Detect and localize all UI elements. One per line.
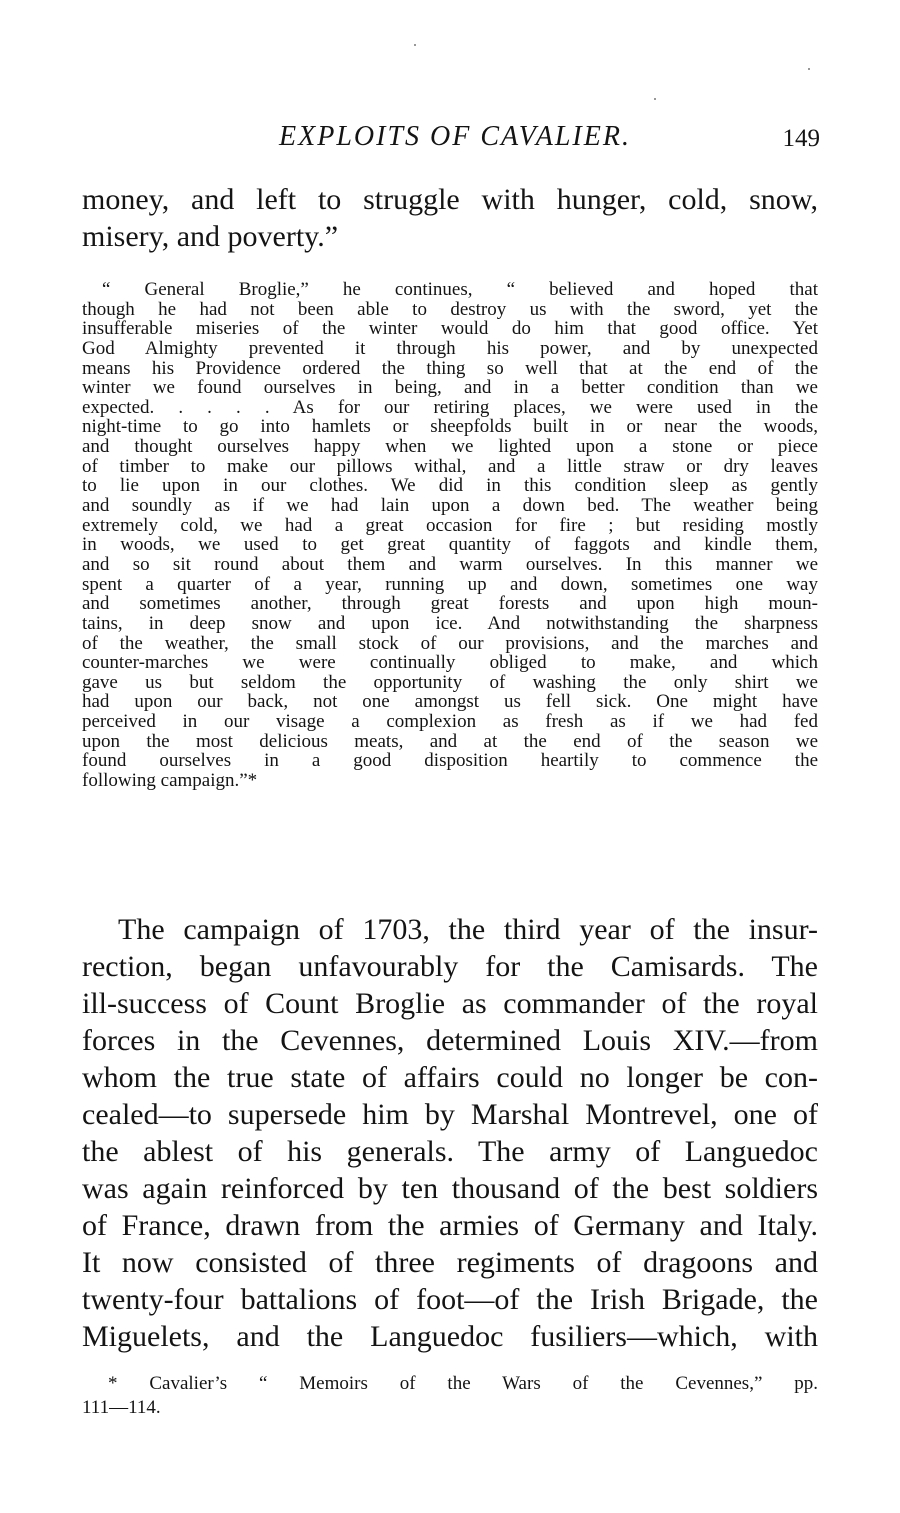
text-line: insufferable miseries of the winter would do him that good office. Yet — [82, 319, 818, 339]
text-line: * Cavalier’s “ Memoirs of the Wars of the Cevennes,” pp. — [108, 1373, 818, 1394]
text-line: and thought ourselves happy when we lighted upon a stone or piece — [82, 437, 818, 457]
text-line: spent a quarter of a year, running up and down, sometimes one way — [82, 574, 818, 595]
text-line: found ourselves in a good disposition heartily to commence the — [82, 751, 818, 772]
text-line: counter-marches we were continually obliged to make, and which — [82, 653, 818, 673]
text-line: means his Providence ordered the thing so well that at the end of the — [82, 358, 818, 379]
print-speck — [414, 44, 416, 46]
text-line: to lie upon in our clothes. We did in this condition sleep as gently — [82, 476, 818, 497]
text-line: night-time to go into hamlets or sheepfolds built in or near the woods, — [82, 417, 818, 438]
print-speck — [654, 98, 656, 100]
text-line: twenty-four battalions of foot—of the Irish Brigade, the — [82, 1283, 818, 1316]
text-line: cealed—to supersede him by Marshal Montrevel, one of — [82, 1098, 818, 1131]
text-line: money, and left to struggle with hunger, cold, snow, — [82, 183, 818, 216]
opening-paragraph — [82, 181, 818, 255]
text-line: 111—114. — [82, 1397, 161, 1418]
text-line: and so sit round about them and warm ourselves. In this manner we — [82, 554, 818, 575]
text-line: forces in the Cevennes, determined Louis XIV.—from — [82, 1024, 818, 1057]
text-line: The campaign of 1703, the third year of the insur- — [118, 913, 818, 946]
text-line: expected. . . . . As for our retiring places, we were used in the — [82, 397, 818, 418]
text-line: was again reinforced by ten thousand of the best soldiers — [82, 1172, 818, 1205]
text-line: extremely cold, we had a great occasion for fire ; but residing mostly — [82, 515, 818, 536]
text-line: though he had not been able to destroy us with the sword, yet the — [82, 299, 818, 320]
text-line: of the weather, the small stock of our provisions, and the marches and — [82, 633, 818, 654]
text-line: perceived in our visage a complexion as fresh as if we had fed — [82, 712, 818, 732]
text-line: had upon our back, not one amongst us fell sick. One might have — [82, 692, 818, 713]
running-header — [80, 117, 820, 157]
text-line: the ablest of his generals. The army of Languedoc — [82, 1135, 818, 1168]
text-line: and sometimes another, through great forests and upon high moun- — [82, 594, 818, 614]
text-line: “ General Broglie,” he continues, “ believed and hoped that — [102, 280, 818, 300]
text-line: whom the true state of affairs could no longer be con- — [82, 1061, 818, 1094]
text-line: winter we found ourselves in being, and in a better condition than we — [82, 378, 818, 398]
text-line: God Almighty prevented it through his power, and by unexpected — [82, 338, 818, 359]
text-line: It now consisted of three regiments of dragoons and — [82, 1246, 818, 1279]
text-line: gave us but seldom the opportunity of washing the only shirt we — [82, 672, 818, 693]
running-title: EXPLOITS OF CAVALIER. — [279, 121, 631, 152]
text-line: of France, drawn from the armies of Germany and Italy. — [82, 1209, 818, 1242]
text-line: and soundly as if we had lain upon a down bed. The weather being — [82, 496, 818, 516]
print-speck — [808, 68, 810, 70]
body-paragraph — [82, 911, 818, 1355]
text-line: upon the most delicious meats, and at the end of the season we — [82, 731, 818, 752]
text-line: Miguelets, and the Languedoc fusiliers—which, with — [82, 1320, 818, 1353]
text-line: following campaign.”* — [82, 771, 258, 791]
text-line: in woods, we used to get great quantity of faggots and kindle them, — [82, 535, 818, 555]
text-line: misery, and poverty.” — [82, 220, 339, 253]
text-line: tains, in deep snow and upon ice. And notwithstanding the sharpness — [82, 613, 818, 634]
quotation-block — [82, 280, 818, 791]
text-line: of timber to make our pillows withal, and a little straw or dry leaves — [82, 456, 818, 477]
text-line: rection, began unfavourably for the Camisards. The — [82, 950, 818, 983]
footnote — [82, 1372, 818, 1420]
text-line: ill-success of Count Broglie as commander of the royal — [82, 987, 818, 1020]
page-number: 149 — [782, 125, 820, 152]
